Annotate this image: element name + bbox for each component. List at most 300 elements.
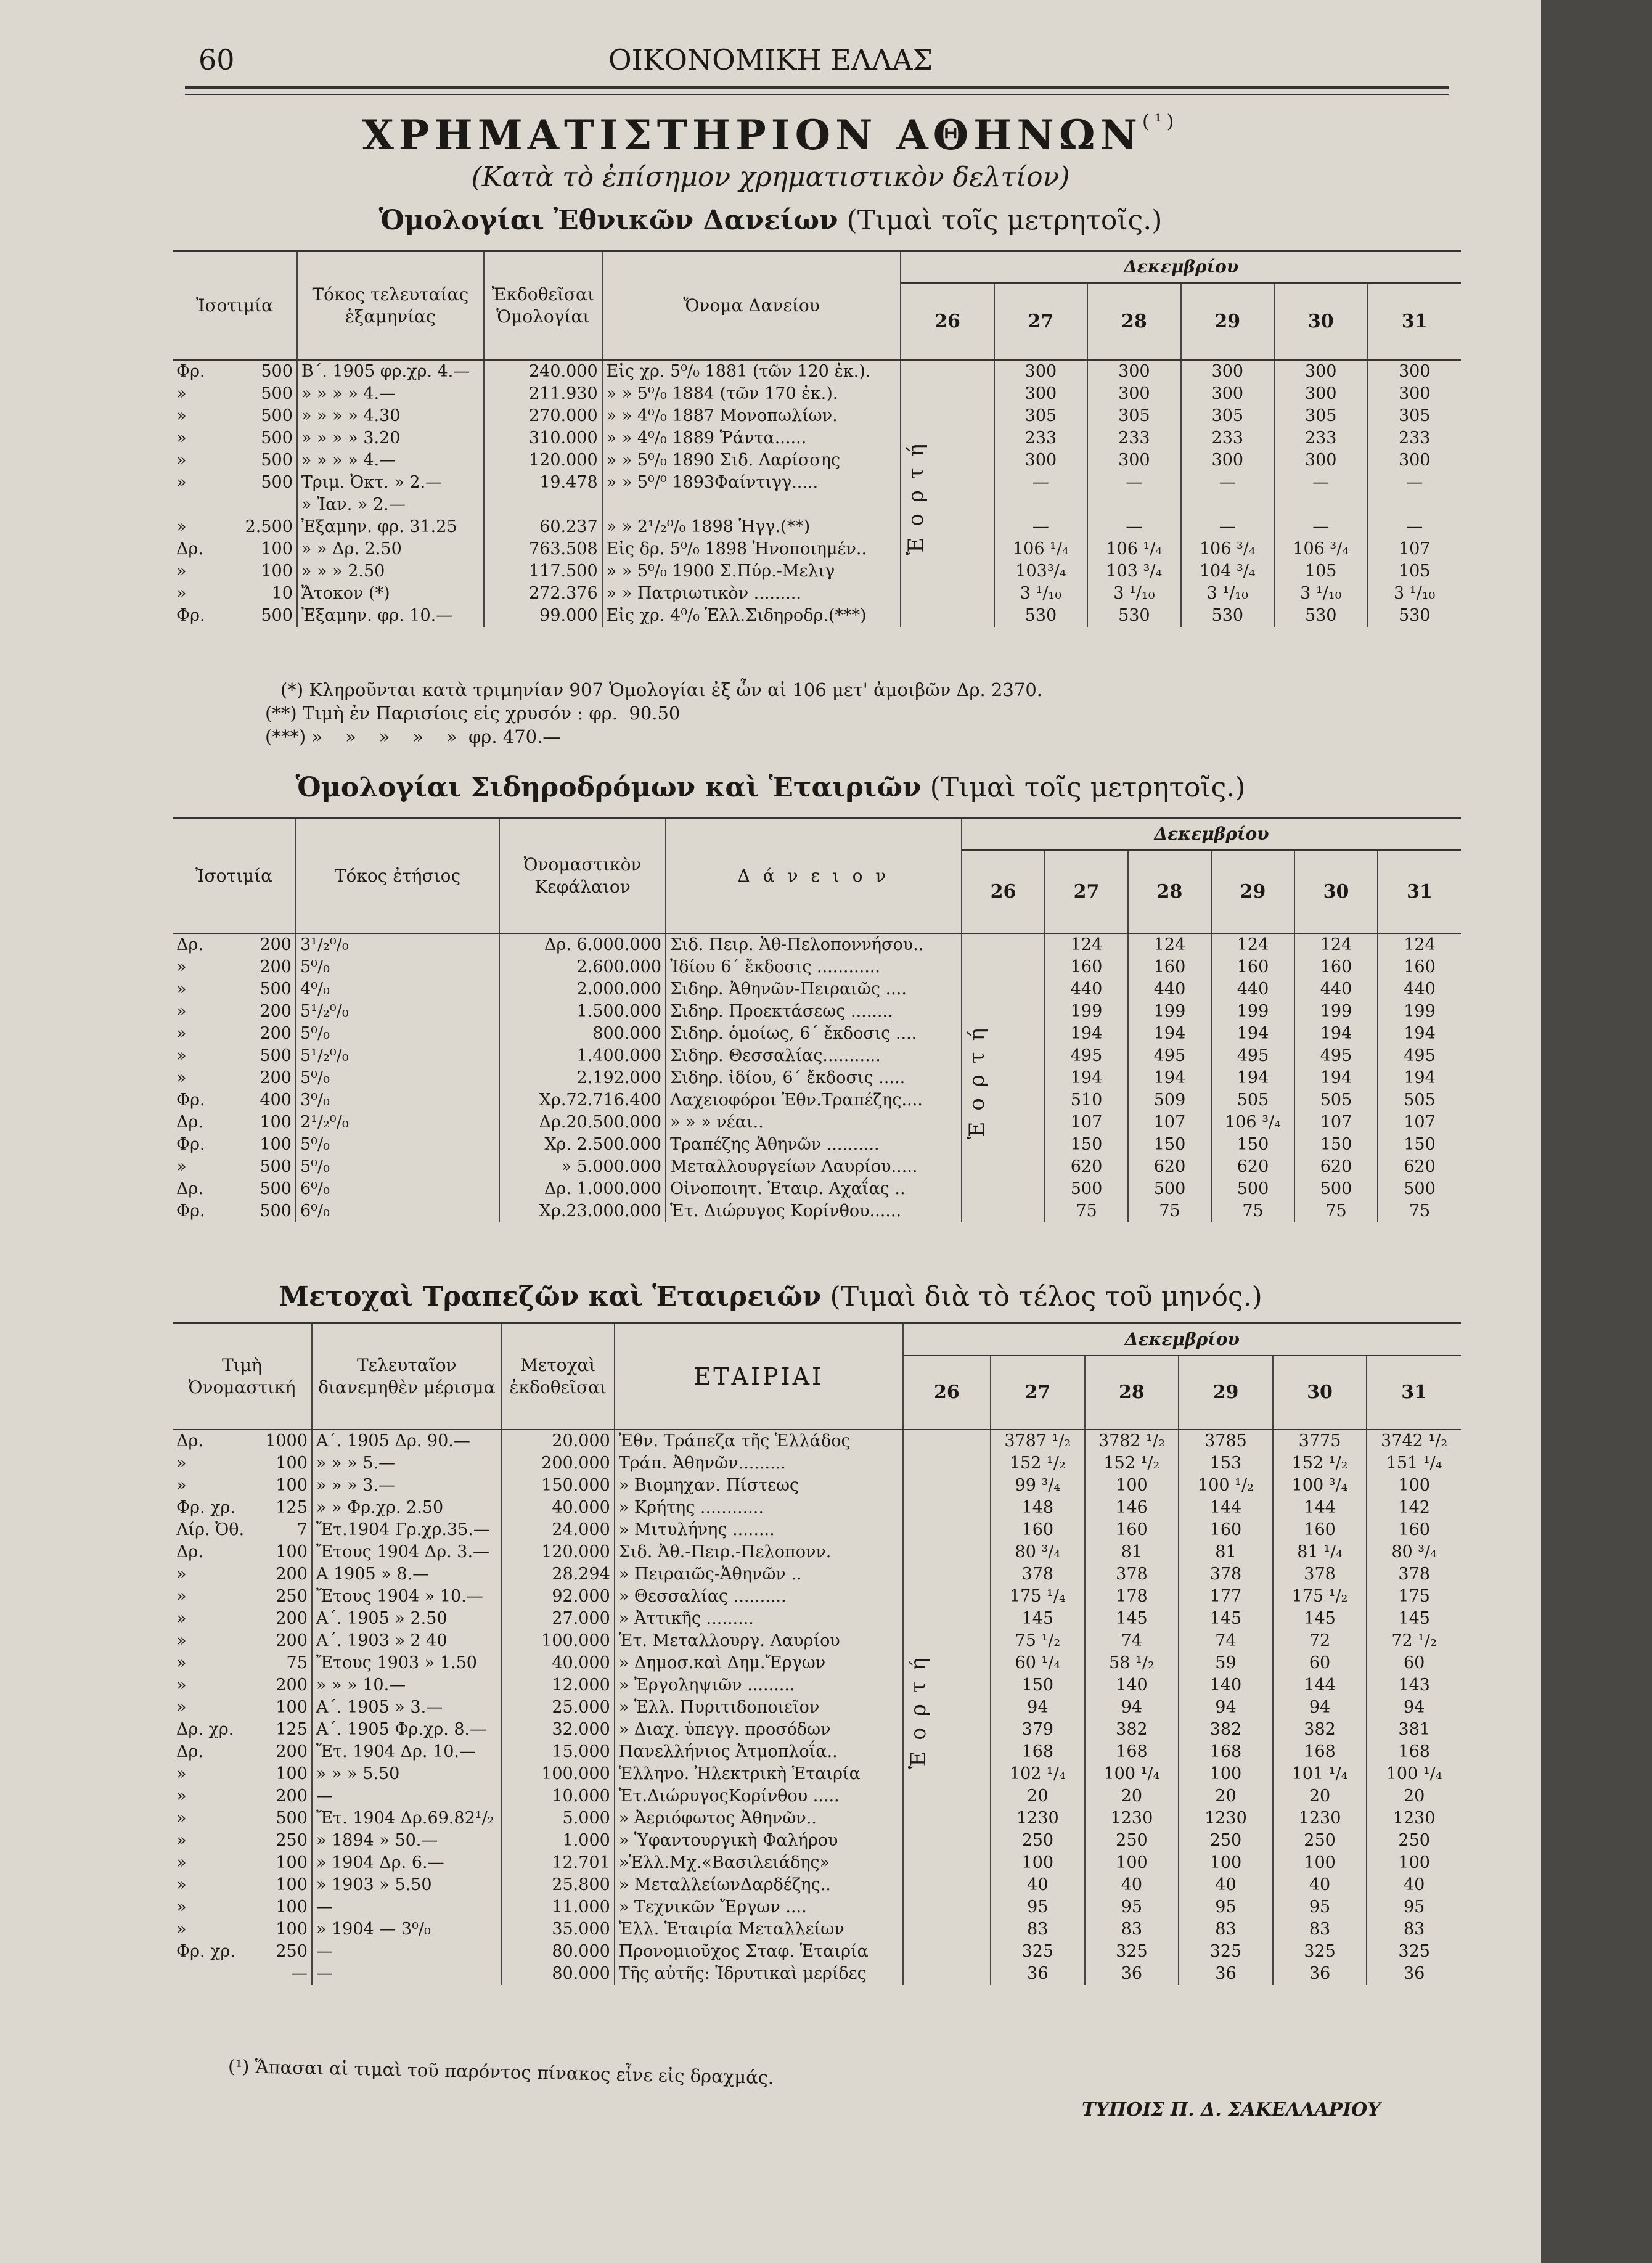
- price-cell: 160: [1294, 956, 1378, 978]
- price-cell: 378: [991, 1563, 1085, 1586]
- price-cell: 144: [1273, 1674, 1367, 1696]
- interest-cell: 5⁰/₀: [296, 1067, 499, 1089]
- price-cell: 20: [1273, 1785, 1367, 1807]
- table-row: [173, 1001, 1461, 1023]
- currency-cell: »: [176, 1853, 187, 1872]
- interest-cell: » » » » 4.—: [297, 449, 484, 472]
- section1-note-1: (*) Κληροῦνται κατὰ τριμηνίαν 907 Ὁμολογίαι ἐξ ὧν αἱ 106 μετ' ἀμοιβῶν Δρ. 2370.: [280, 679, 1042, 700]
- holiday-label: Ἑορτή: [904, 432, 929, 555]
- interest-cell: 3⁰/₀: [296, 1089, 499, 1111]
- price-cell: 382: [1273, 1719, 1367, 1741]
- name-cell: Εἰς χρ. 4⁰/₀ Ἑλλ.Σιδηροδρ.(***): [602, 605, 901, 627]
- price-cell: 151 ¹/₄: [1386, 1454, 1442, 1473]
- table-row: [173, 1023, 1461, 1045]
- currency-cell: Δρ.: [176, 1542, 203, 1561]
- holiday-cell: [901, 360, 994, 627]
- day-header: 28: [1087, 283, 1180, 360]
- dividend-cell: Α΄. 1905 » 2.50: [312, 1608, 502, 1630]
- price-cell: 175 ¹/₂: [1273, 1586, 1367, 1608]
- table-row: [173, 1896, 1461, 1918]
- price-cell: 495: [1045, 1045, 1128, 1067]
- price-cell: 81 ¹/₄: [1273, 1541, 1367, 1563]
- par-value-cell: 75: [249, 1652, 312, 1674]
- name-cell: » Διαχ. ὑπεγγ. προσόδων: [615, 1719, 903, 1741]
- par-value-cell: 500: [229, 472, 297, 494]
- price-cell: 94: [1179, 1696, 1273, 1719]
- issued-cell: 211.930: [484, 383, 602, 405]
- table-row: [173, 1111, 1461, 1134]
- dividend-cell: Ἔτους 1904 Δρ. 3.—: [312, 1541, 502, 1563]
- par-value-cell: 250: [249, 1941, 312, 1963]
- name-cell: » Ὑφαντουργικὴ Φαλήρου: [615, 1830, 903, 1852]
- name-cell: » » 4⁰/₀ 1889 Ῥάντα......: [602, 427, 901, 449]
- name-cell: » Κρήτης ............: [615, 1497, 903, 1519]
- day-header: 27: [991, 1356, 1085, 1430]
- dividend-cell: » » » 3.—: [312, 1475, 502, 1497]
- table-row: [173, 1830, 1461, 1852]
- price-cell: 325: [1085, 1941, 1179, 1963]
- day-header: 30: [1274, 283, 1367, 360]
- section2-heading: [0, 772, 1541, 803]
- section3-note: (Τιμαὶ διὰ τὸ τέλος τοῦ μηνός.): [830, 1281, 1262, 1312]
- issued-cell: 19.478: [484, 472, 602, 494]
- name-cell: » Ἑλλ. Πυριτιδοποιεῖον: [615, 1696, 903, 1719]
- currency-cell: Φρ. χρ.: [176, 1942, 235, 1961]
- par-value-cell: 200: [234, 1001, 296, 1023]
- price-cell: 75: [1409, 1201, 1431, 1221]
- price-cell: 250: [1085, 1830, 1179, 1852]
- day-header: 28: [1128, 850, 1211, 933]
- par-value-cell: 100: [249, 1874, 312, 1896]
- price-cell: 325: [1179, 1941, 1273, 1963]
- name-cell: Ἑτ.ΔιώρυγοςΚορίνθου .....: [615, 1785, 903, 1807]
- price-cell: 168: [991, 1741, 1085, 1763]
- price-cell: 495: [1128, 1045, 1211, 1067]
- price-cell: 60: [1273, 1652, 1367, 1674]
- par-value-cell: 400: [234, 1089, 296, 1111]
- name-cell: Σιδηρ. ὁμοίως, 6΄ ἔκδοσις ....: [666, 1023, 962, 1045]
- price-cell: 177: [1179, 1586, 1273, 1608]
- par-value-cell: 100: [249, 1918, 312, 1941]
- par-value-cell: [229, 494, 297, 516]
- price-cell: 101 ¹/₄: [1273, 1763, 1367, 1785]
- table-row: [173, 1134, 1461, 1156]
- currency-cell: »: [176, 1875, 187, 1894]
- shares-cell: 35.000: [502, 1918, 615, 1941]
- price-cell: 100: [1179, 1763, 1273, 1785]
- price-cell: 495: [1294, 1045, 1378, 1067]
- name-cell: » » 5⁰/⁰ 1893Φαίντιγγ.....: [602, 472, 901, 494]
- par-value-cell: 250: [249, 1830, 312, 1852]
- currency-cell: »: [176, 1764, 187, 1783]
- name-cell: » ΜεταλλείωνΔαρδέζης..: [615, 1874, 903, 1896]
- table-row: [173, 427, 1461, 449]
- dividend-cell: » 1904 — 3⁰/₀: [312, 1918, 502, 1941]
- price-cell: 1230: [1392, 1809, 1436, 1828]
- price-cell: 300: [1398, 384, 1431, 403]
- currency-cell: »: [176, 1631, 187, 1650]
- table-row: [173, 1178, 1461, 1200]
- col-header-loan: Δ ά ν ε ι ο ν: [666, 818, 962, 934]
- issued-cell: 272.376: [484, 583, 602, 605]
- capital-cell: 800.000: [499, 1023, 666, 1045]
- currency-cell: Φρ.: [176, 606, 205, 625]
- name-cell: » » » νέαι..: [666, 1111, 962, 1134]
- par-value-cell: 100: [249, 1541, 312, 1563]
- dividend-cell: Ἔτους 1903 » 1.50: [312, 1652, 502, 1674]
- par-value-cell: 200: [249, 1563, 312, 1586]
- interest-cell: » » » » 3.20: [297, 427, 484, 449]
- capital-cell: 1.400.000: [499, 1045, 666, 1067]
- name-cell: Εἰς δρ. 5⁰/₀ 1898 Ἡνοποιημέν..: [602, 538, 901, 560]
- par-value-cell: 200: [234, 933, 296, 956]
- section1-title: Ὁμολογίαι Ἐθνικῶν Δανείων: [378, 205, 838, 236]
- header-rule: [185, 86, 1449, 89]
- par-value-cell: 500: [234, 1045, 296, 1067]
- currency-cell: »: [176, 957, 187, 976]
- price-cell: 620: [1045, 1156, 1128, 1178]
- table-row: [173, 405, 1461, 427]
- price-cell: 325: [1273, 1941, 1367, 1963]
- section2-table: [173, 817, 1461, 1222]
- interest-cell: 5¹/₂⁰/₀: [296, 1001, 499, 1023]
- currency-cell: »: [176, 517, 187, 536]
- price-cell: 40: [1085, 1874, 1179, 1896]
- name-cell: Ἰδίου 6΄ ἔκδοσις ............: [666, 956, 962, 978]
- price-cell: 3 ¹/₁₀: [1181, 583, 1274, 605]
- name-cell: » Πειραιῶς-Ἀθηνῶν ..: [615, 1563, 903, 1586]
- par-value-cell: 200: [249, 1630, 312, 1652]
- interest-cell: Β΄. 1905 φρ.χρ. 4.—: [297, 360, 484, 383]
- dividend-cell: —: [312, 1963, 502, 1985]
- interest-cell: 4⁰/₀: [296, 978, 499, 1001]
- table-row: [173, 1852, 1461, 1874]
- price-cell: 160: [1085, 1519, 1179, 1541]
- price-cell: 381: [1398, 1720, 1430, 1739]
- price-cell: 107: [1404, 1113, 1436, 1132]
- page-title-text: ΧΡΗΜΑΤΙΣΤΗΡΙΟΝ ΑΘΗΝΩΝ: [362, 111, 1142, 159]
- par-value-cell: 200: [249, 1785, 312, 1807]
- price-cell: 500: [1404, 1179, 1436, 1198]
- price-cell: 168: [1179, 1741, 1273, 1763]
- currency-cell: Δρ.: [176, 1742, 203, 1761]
- issued-cell: 763.508: [484, 538, 602, 560]
- price-cell: —: [994, 472, 1087, 494]
- price-cell: 83: [1273, 1918, 1367, 1941]
- holiday-label: Ἑορτή: [965, 1017, 989, 1140]
- price-cell: 107: [1045, 1111, 1128, 1134]
- price-cell: 95: [1273, 1896, 1367, 1918]
- day-header: 30: [1273, 1356, 1367, 1430]
- day-header: 31: [1378, 850, 1461, 933]
- dividend-cell: Α΄. 1903 » 2 40: [312, 1630, 502, 1652]
- table-row: [173, 1200, 1461, 1222]
- price-cell: 509: [1128, 1089, 1211, 1111]
- price-cell: 300: [1087, 360, 1180, 383]
- table-row: [173, 1475, 1461, 1497]
- price-cell: 530: [1274, 605, 1367, 627]
- price-cell: 199: [1128, 1001, 1211, 1023]
- price-cell: 107: [1128, 1111, 1211, 1134]
- price-cell: 100: [1085, 1852, 1179, 1874]
- shares-cell: 32.000: [502, 1719, 615, 1741]
- shares-cell: 80.000: [502, 1963, 615, 1985]
- shares-cell: 120.000: [502, 1541, 615, 1563]
- price-cell: 95: [1085, 1896, 1179, 1918]
- price-cell: [1367, 494, 1461, 516]
- capital-cell: » 5.000.000: [499, 1156, 666, 1178]
- price-cell: —: [1087, 516, 1180, 538]
- price-cell: 250: [1179, 1830, 1273, 1852]
- section1-rows: [173, 360, 1461, 627]
- col-header-dividend: Τελευταῖον διανεμηθὲν μέρισμα: [312, 1324, 502, 1430]
- price-cell: 100 ¹/₄: [1386, 1764, 1442, 1783]
- name-cell: »Ἑλλ.Μχ.«Βασιλειάδης»: [615, 1852, 903, 1874]
- price-cell: 145: [1179, 1608, 1273, 1630]
- par-value-cell: 100: [234, 1134, 296, 1156]
- price-cell: 150: [991, 1674, 1085, 1696]
- price-cell: 40: [1403, 1875, 1425, 1894]
- shares-cell: 27.000: [502, 1608, 615, 1630]
- par-value-cell: 200: [234, 1067, 296, 1089]
- currency-cell: »: [176, 1698, 187, 1717]
- price-cell: 1230: [991, 1807, 1085, 1830]
- interest-cell: 5⁰/₀: [296, 1023, 499, 1045]
- table-row: [173, 1874, 1461, 1896]
- table-row: [173, 978, 1461, 1001]
- par-value-cell: 10: [229, 583, 297, 605]
- price-cell: 106 ³/₄: [1211, 1111, 1294, 1134]
- name-cell: [602, 494, 901, 516]
- dividend-cell: —: [312, 1896, 502, 1918]
- par-value-cell: 200: [249, 1608, 312, 1630]
- price-cell: 160: [1404, 957, 1436, 976]
- par-value-cell: 500: [234, 1200, 296, 1222]
- day-header: 26: [901, 283, 994, 360]
- price-cell: 107: [1398, 539, 1431, 559]
- shares-cell: 5.000: [502, 1807, 615, 1830]
- col-header-loan-name: Ὄνομα Δανείου: [602, 251, 901, 361]
- capital-cell: Δρ. 6.000.000: [499, 933, 666, 956]
- price-cell: —: [1274, 516, 1367, 538]
- price-cell: 3 ¹/₁₀: [1274, 583, 1367, 605]
- price-cell: 300: [1398, 451, 1431, 470]
- interest-cell: 3¹/₂⁰/₀: [296, 933, 499, 956]
- table-row: [173, 1719, 1461, 1741]
- dividend-cell: » 1903 » 5.50: [312, 1874, 502, 1896]
- interest-cell: 6⁰/₀: [296, 1178, 499, 1200]
- page-title: [0, 111, 1541, 159]
- day-header: 29: [1181, 283, 1274, 360]
- par-value-cell: 500: [234, 1156, 296, 1178]
- table-row: [173, 1563, 1461, 1586]
- price-cell: 106 ¹/₄: [994, 538, 1087, 560]
- price-cell: 160: [1398, 1520, 1430, 1539]
- par-value-cell: 100: [249, 1896, 312, 1918]
- price-cell: —: [1181, 472, 1274, 494]
- interest-cell: » » » » 4.—: [297, 383, 484, 405]
- price-cell: 305: [1181, 405, 1274, 427]
- interest-cell: » » » » 4.30: [297, 405, 484, 427]
- section1-heading: [0, 205, 1541, 236]
- currency-cell: Δρ.: [176, 935, 203, 954]
- shares-cell: 25.000: [502, 1696, 615, 1719]
- price-cell: 300: [1398, 362, 1431, 381]
- price-cell: 530: [994, 605, 1087, 627]
- price-cell: 620: [1128, 1156, 1211, 1178]
- price-cell: 325: [991, 1941, 1085, 1963]
- price-cell: 145: [1273, 1608, 1367, 1630]
- table-row: [173, 1763, 1461, 1785]
- shares-cell: 24.000: [502, 1519, 615, 1541]
- page-subtitle: (Κατὰ τὸ ἐπίσημον χρηματιστικὸν δελτίον): [471, 162, 1070, 193]
- price-cell: 36: [991, 1963, 1085, 1985]
- price-cell: 1230: [1273, 1807, 1367, 1830]
- price-cell: 107: [1294, 1111, 1378, 1134]
- price-cell: 3782 ¹/₂: [1085, 1430, 1179, 1452]
- currency-cell: Φρ.: [176, 1135, 205, 1154]
- price-cell: 80 ³/₄: [1391, 1542, 1437, 1561]
- price-cell: 530: [1087, 605, 1180, 627]
- name-cell: » » 2¹/₂⁰/₀ 1898 Ἡγγ.(**): [602, 516, 901, 538]
- table-row: [173, 472, 1461, 494]
- price-cell: 144: [1273, 1497, 1367, 1519]
- price-cell: 500: [1294, 1178, 1378, 1200]
- price-cell: 510: [1045, 1089, 1128, 1111]
- capital-cell: 2.000.000: [499, 978, 666, 1001]
- issued-cell: 270.000: [484, 405, 602, 427]
- col-header-companies: ΕΤΑΙΡΙΑΙ: [615, 1324, 903, 1430]
- name-cell: Λαχειοφόροι Ἐθν.Τραπέζης....: [666, 1089, 962, 1111]
- name-cell: Σιδηρ. Θεσσαλίας...........: [666, 1045, 962, 1067]
- price-cell: 100 ³/₄: [1273, 1475, 1367, 1497]
- par-value-cell: —: [249, 1963, 312, 1985]
- price-cell: 75: [1211, 1200, 1294, 1222]
- price-cell: 194: [1045, 1067, 1128, 1089]
- price-cell: 100 ¹/₄: [1085, 1763, 1179, 1785]
- section1-note-2: (**) Τιμὴ ἐν Παρισίοις εἰς χρυσόν : φρ. 90.50: [265, 703, 681, 724]
- price-cell: 194: [1211, 1067, 1294, 1089]
- price-cell: 160: [1179, 1519, 1273, 1541]
- price-cell: 194: [1404, 1024, 1436, 1043]
- dividend-cell: » » Φρ.χρ. 2.50: [312, 1497, 502, 1519]
- price-cell: 75: [1128, 1200, 1211, 1222]
- name-cell: Μεταλλουργείων Λαυρίου.....: [666, 1156, 962, 1178]
- table-row: [173, 1918, 1461, 1941]
- currency-cell: Φρ. χρ.: [176, 1498, 235, 1517]
- name-cell: Τράπ. Ἀθηνῶν.........: [615, 1452, 903, 1475]
- price-cell: 194: [1294, 1023, 1378, 1045]
- currency-cell: »: [176, 1809, 187, 1828]
- price-cell: 103 ³/₄: [1087, 560, 1180, 583]
- currency-cell: »: [176, 562, 187, 581]
- issued-cell: 310.000: [484, 427, 602, 449]
- price-cell: 530: [1398, 606, 1431, 625]
- currency-cell: Δρ.: [176, 1113, 203, 1132]
- currency-cell: »: [176, 1653, 187, 1672]
- price-cell: 80 ³/₄: [991, 1541, 1085, 1563]
- currency-cell: »: [176, 1920, 187, 1939]
- currency-cell: Δρ.: [176, 1431, 203, 1451]
- name-cell: Σιδ. Πειρ. Ἀθ-Πελοποννήσου..: [666, 933, 962, 956]
- price-cell: 95: [991, 1896, 1085, 1918]
- price-cell: 382: [1179, 1719, 1273, 1741]
- price-cell: 83: [991, 1918, 1085, 1941]
- price-cell: 58 ¹/₂: [1085, 1652, 1179, 1674]
- col-header-month: Δεκεμβρίου: [903, 1324, 1461, 1356]
- price-cell: [1181, 494, 1274, 516]
- currency-cell: »: [176, 980, 187, 999]
- table-row: [173, 1741, 1461, 1763]
- par-value-cell: 100: [249, 1475, 312, 1497]
- price-cell: 168: [1398, 1742, 1430, 1761]
- name-cell: Ἐθν. Τράπεζα τῆς Ἑλλάδος: [615, 1430, 903, 1452]
- issued-cell: 99.000: [484, 605, 602, 627]
- price-cell: 140: [1179, 1674, 1273, 1696]
- price-cell: —: [994, 516, 1087, 538]
- par-value-cell: 200: [234, 956, 296, 978]
- par-value-cell: 100: [249, 1763, 312, 1785]
- dividend-cell: —: [312, 1941, 502, 1963]
- currency-cell: »: [176, 1068, 187, 1087]
- price-cell: 500: [1128, 1178, 1211, 1200]
- name-cell: Οἰνοποιητ. Ἑταιρ. Αχαΐας ..: [666, 1178, 962, 1200]
- price-cell: 81: [1179, 1541, 1273, 1563]
- price-cell: 74: [1179, 1630, 1273, 1652]
- capital-cell: Χρ.72.716.400: [499, 1089, 666, 1111]
- printer-credit: ΤΥΠΟΙΣ Π. Δ. ΣΑΚΕΛΛΑΡΙΟΥ: [1082, 2099, 1381, 2121]
- capital-cell: Δρ.20.500.000: [499, 1111, 666, 1134]
- price-cell: 95: [1179, 1896, 1273, 1918]
- price-cell: 83: [1403, 1920, 1425, 1939]
- price-cell: 94: [991, 1696, 1085, 1719]
- table-row: [173, 956, 1461, 978]
- interest-cell: 6⁰/₀: [296, 1200, 499, 1222]
- price-cell: 20: [1403, 1786, 1425, 1806]
- price-cell: 250: [1398, 1831, 1430, 1850]
- price-cell: —: [1406, 517, 1423, 536]
- par-value-cell: 7: [249, 1519, 312, 1541]
- price-cell: 145: [991, 1608, 1085, 1630]
- price-cell: 124: [1294, 933, 1378, 956]
- par-value-cell: 500: [229, 427, 297, 449]
- par-value-cell: 125: [249, 1719, 312, 1741]
- price-cell: 160: [1128, 956, 1211, 978]
- price-cell: 152 ¹/₂: [991, 1452, 1085, 1475]
- name-cell: Πανελλήνιος Ἀτμοπλοΐα..: [615, 1741, 903, 1763]
- price-cell: 305: [994, 405, 1087, 427]
- price-cell: 160: [1211, 956, 1294, 978]
- par-value-cell: 500: [234, 1178, 296, 1200]
- price-cell: 103³/₄: [994, 560, 1087, 583]
- price-cell: 505: [1294, 1089, 1378, 1111]
- issued-cell: 120.000: [484, 449, 602, 472]
- name-cell: » » 5⁰/₀ 1884 (τῶν 170 ἐκ.).: [602, 383, 901, 405]
- currency-cell: »: [176, 1002, 187, 1021]
- table-row: [173, 538, 1461, 560]
- price-cell: [994, 494, 1087, 516]
- name-cell: » Ἀεριόφωτος Ἀθηνῶν..: [615, 1807, 903, 1830]
- price-cell: 20: [1085, 1785, 1179, 1807]
- section1-note: (Τιμαὶ τοῖς μετρητοῖς.): [846, 205, 1163, 236]
- price-cell: 300: [1181, 449, 1274, 472]
- price-cell: 36: [1273, 1963, 1367, 1985]
- price-cell: 505: [1211, 1089, 1294, 1111]
- price-cell: 140: [1085, 1674, 1179, 1696]
- price-cell: 59: [1179, 1652, 1273, 1674]
- price-cell: 74: [1085, 1630, 1179, 1652]
- price-cell: 382: [1085, 1719, 1179, 1741]
